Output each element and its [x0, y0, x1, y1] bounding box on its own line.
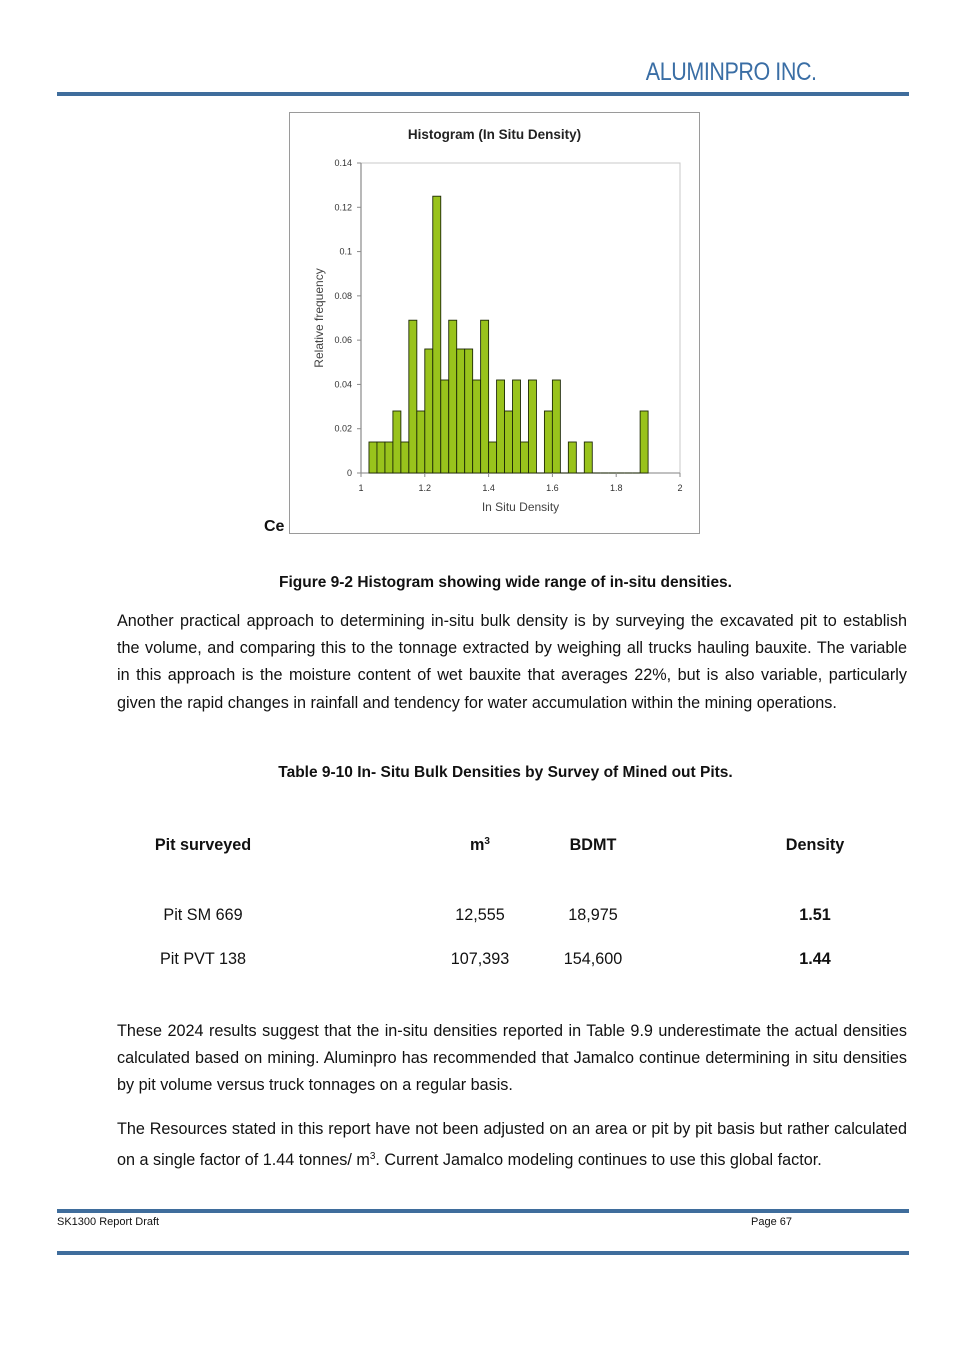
histogram-bar: [505, 411, 513, 473]
header-volume: $m^3$: [470, 836, 490, 854]
histogram-bar: [377, 442, 385, 473]
histogram-bar: [465, 349, 473, 473]
company-header: ALUMINPRO INC.: [646, 58, 817, 86]
stray-label: Ce: [264, 518, 285, 535]
table-row-density: 1.44: [799, 950, 831, 968]
histogram-bar: [521, 442, 529, 473]
svg-text:1: 1: [358, 483, 364, 493]
histogram-bar: [489, 442, 497, 473]
histogram-bar: [449, 320, 457, 473]
svg-text:0.02: 0.02: [334, 423, 352, 434]
table-row-pit: Pit PVT 138: [159, 950, 247, 968]
paragraph-3: The Resources stated in this report have not been adjusted on an area or pit by pit basis but rather calculated on a single factor of 1.44 tonnes/ $m^3$. Current Jamalco modeling continues to use this global factor.: [117, 1120, 907, 1170]
histogram-bar: [544, 411, 552, 473]
histogram-bar: [473, 380, 481, 473]
histogram-bar: [417, 411, 425, 473]
table-row-density: 1.51: [799, 906, 831, 924]
svg-text:1.6: 1.6: [546, 483, 559, 493]
paragraph-2: These 2024 results suggest that the in-situ densities reported in Table 9.9 underestimate the actual densities calculated based on mining. Aluminpro has recommended that Jamalco continue determining in situ densities by pit volume versus truck tonnages on a regular basis.: [117, 1022, 907, 1095]
histogram-bar: [369, 442, 377, 473]
svg-text:0.1: 0.1: [339, 246, 352, 257]
svg-text:1.4: 1.4: [482, 483, 495, 493]
histogram-bar: [568, 442, 576, 473]
histogram-bar: [552, 380, 560, 473]
header-pit: Pit surveyed: [154, 836, 252, 854]
footer-page-number: Page 67: [751, 1216, 792, 1228]
footer-rule-bottom: [57, 1251, 909, 1255]
table-row-bdmt: 18,975: [568, 906, 618, 924]
footer-rule-top: [57, 1209, 909, 1213]
histogram-bar: [513, 380, 521, 473]
table-row-pit: Pit SM 669: [163, 906, 243, 924]
paragraph-1: Another practical approach to determining in-situ bulk density is by surveying the excavated pit to establish the volume, and comparing this to the tonnage extracted by weighing all trucks hauling bauxite. The variable in this approach is the moisture content of wet bauxite that averages 22%, but is also variable, particularly given the rapid changes in rainfall and tendency for water accumulation within the mining operations.: [117, 612, 907, 712]
histogram-bar: [433, 196, 441, 473]
header-density: Density: [785, 836, 845, 854]
chart-title: Histogram (In Situ Density): [407, 127, 582, 142]
svg-text:0.04: 0.04: [334, 379, 352, 390]
figure-caption: Figure 9-2 Histogram showing wide range of in-situ densities.: [278, 574, 732, 591]
svg-text:0.12: 0.12: [334, 202, 352, 213]
svg-text:0: 0: [346, 468, 352, 478]
histogram-chart: [289, 112, 700, 534]
histogram-bar: [441, 380, 449, 473]
svg-text:In Situ Density: In Situ Density: [481, 500, 560, 514]
histogram-bar: [640, 411, 648, 473]
svg-text:0.06: 0.06: [334, 335, 352, 346]
svg-text:2: 2: [677, 483, 683, 493]
svg-text:0.08: 0.08: [334, 290, 352, 301]
histogram-bar: [393, 411, 401, 473]
table-title: Table 9-10 In- Situ Bulk Densities by Survey of Mined out Pits.: [278, 764, 733, 781]
svg-text:1.8: 1.8: [609, 483, 623, 493]
footer-doc-title: SK1300 Report Draft: [57, 1216, 160, 1228]
svg-text:1.2: 1.2: [418, 483, 432, 493]
histogram-bar: [401, 442, 409, 473]
table-row-volume: 12,555: [455, 906, 505, 924]
histogram-bar: [425, 349, 433, 473]
header-rule: [57, 92, 909, 96]
table-row-bdmt: 154,600: [563, 950, 623, 968]
histogram-bar: [385, 442, 393, 473]
histogram-bar: [457, 349, 465, 473]
header-bdmt: BDMT: [569, 836, 617, 854]
histogram-bar: [497, 380, 505, 473]
chart-plot: [290, 113, 701, 535]
svg-text:0.14: 0.14: [334, 158, 352, 168]
histogram-bar: [409, 320, 417, 473]
histogram-bar: [528, 380, 536, 473]
histogram-bar: [481, 320, 489, 473]
svg-text:Relative frequency: Relative frequency: [312, 268, 326, 368]
histogram-bar: [584, 442, 592, 473]
table-row-volume: 107,393: [450, 950, 510, 968]
